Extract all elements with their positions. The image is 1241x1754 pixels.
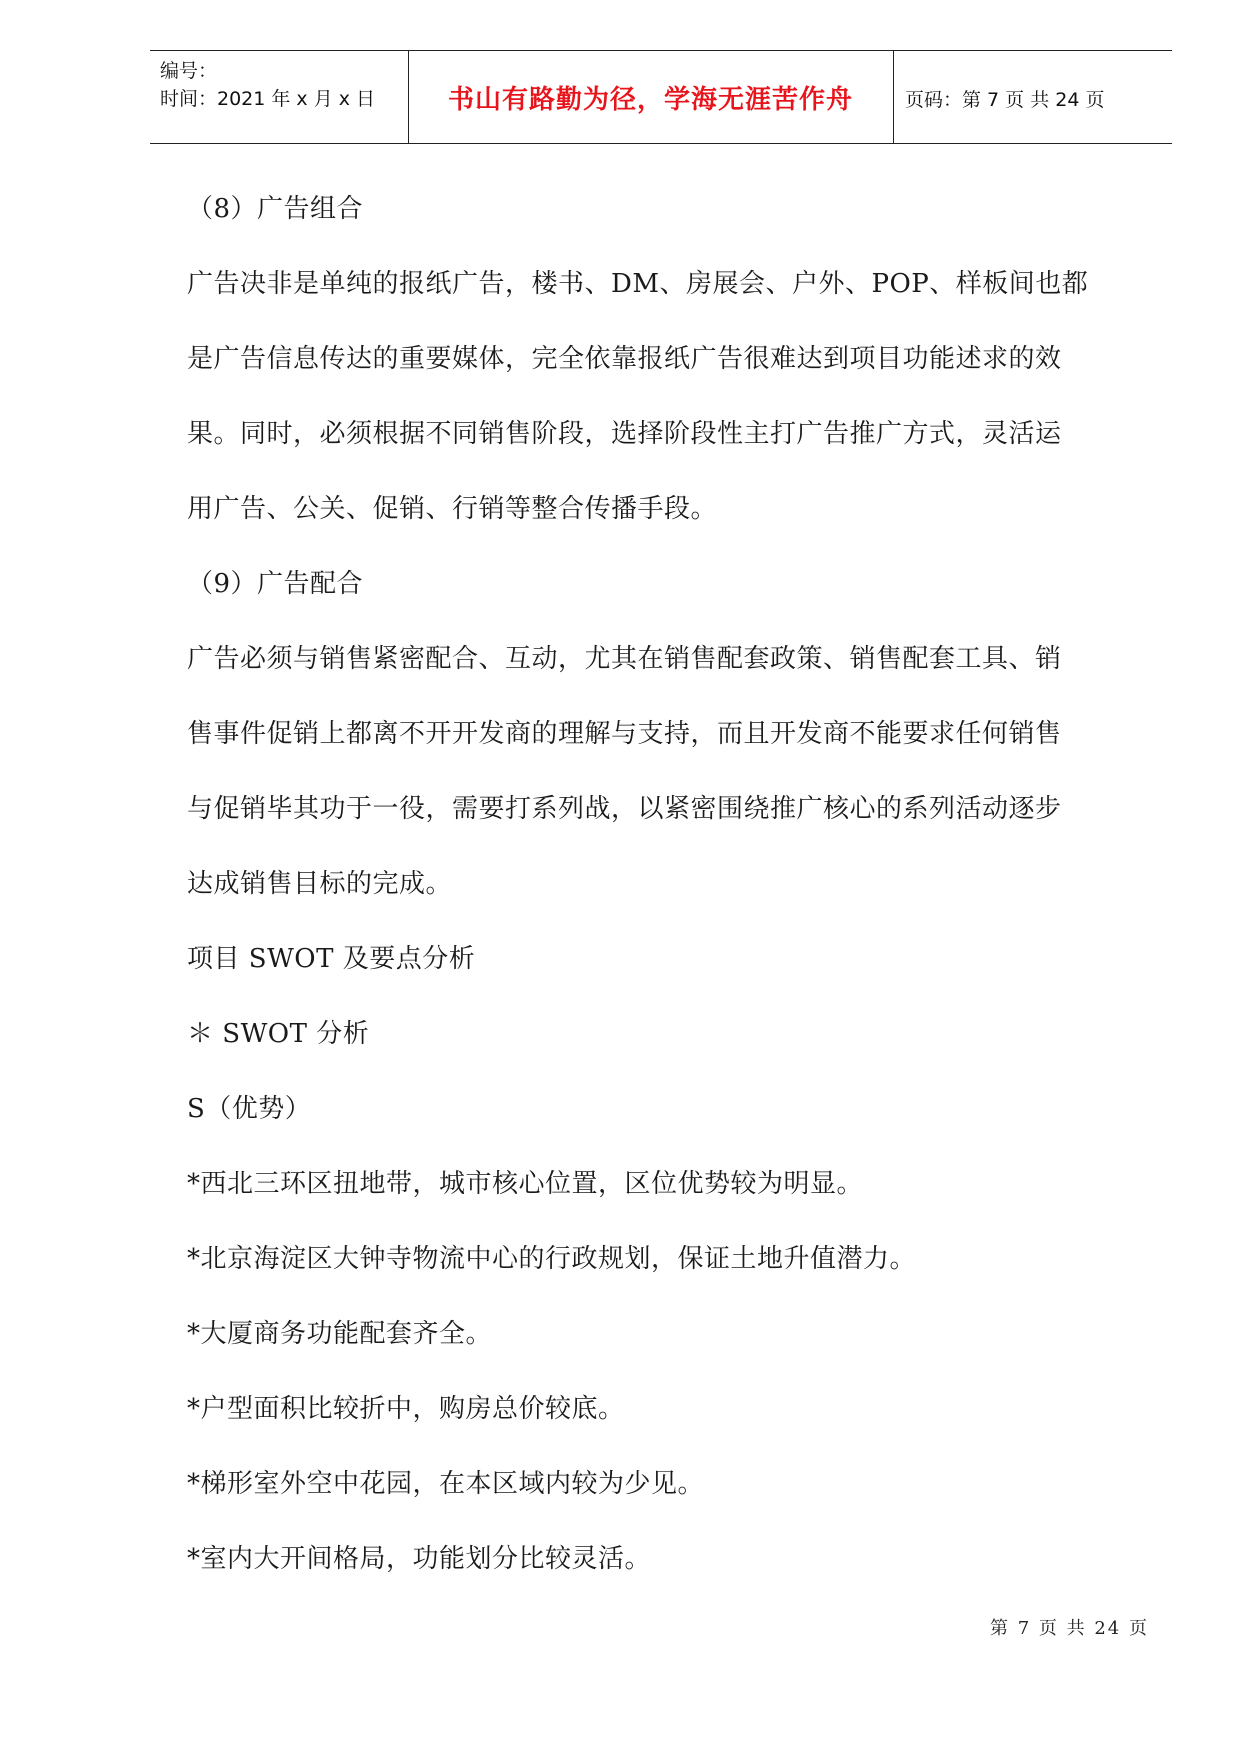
document-header xyxy=(150,50,1172,144)
section-heading-ad-combination: （8）广告组合 xyxy=(187,194,364,224)
section-heading-ad-coordination: （9）广告配合 xyxy=(187,569,364,599)
header-page-number: 页码：第 7 页 共 24 页 xyxy=(905,89,1105,111)
header-motto: 书山有路勤为径，学海无涯苦作舟 xyxy=(447,85,853,115)
paragraph-line: 广告决非是单纯的报纸广告，楼书、DM、房展会、户外、POP、样板间也都 xyxy=(187,269,1089,299)
subheading-swot-analysis: ＊ SWOT 分析 xyxy=(187,1019,370,1049)
paragraph-line: 售事件促销上都离不开开发商的理解与支持，而且开发商不能要求任何销售 xyxy=(187,719,1062,749)
paragraph-line: 与促销毕其功于一役，需要打系列战，以紧密围绕推广核心的系列活动逐步 xyxy=(187,794,1062,824)
document-number-label: 编号： xyxy=(160,60,218,82)
bullet-item: *大厦商务功能配套齐全。 xyxy=(187,1319,493,1349)
document-body xyxy=(187,172,1137,1597)
bullet-item: *室内大开间格局，功能划分比较灵活。 xyxy=(187,1544,652,1574)
bullet-item: *北京海淀区大钟寺物流中心的行政规划，保证土地升值潜力。 xyxy=(187,1244,917,1274)
bullet-item: *梯形室外空中花园，在本区域内较为少见。 xyxy=(187,1469,705,1499)
paragraph-line: 用广告、公关、促销、行销等整合传播手段。 xyxy=(187,494,718,524)
paragraph-line: 是广告信息传达的重要媒体，完全依靠报纸广告很难达到项目功能述求的效 xyxy=(187,344,1062,374)
paragraph-line: 广告必须与销售紧密配合、互动，尤其在销售配套政策、销售配套工具、销 xyxy=(187,644,1062,674)
paragraph-line: 达成销售目标的完成。 xyxy=(187,869,453,899)
section-heading-swot: 项目 SWOT 及要点分析 xyxy=(187,944,476,974)
bullet-item: *西北三环区扭地带，城市核心位置，区位优势较为明显。 xyxy=(187,1169,864,1199)
header-divider-right xyxy=(893,51,894,143)
header-meta xyxy=(160,57,375,113)
document-time-label: 时间：2021 年 x 月 x 日 xyxy=(160,88,376,110)
subheading-strengths: S（优势） xyxy=(187,1094,312,1124)
bullet-item: *户型面积比较折中，购房总价较底。 xyxy=(187,1394,625,1424)
paragraph-line: 果。同时，必须根据不同销售阶段，选择阶段性主打广告推广方式，灵活运 xyxy=(187,419,1062,449)
footer-page-number: 第 7 页 共 24 页 xyxy=(990,1618,1149,1639)
